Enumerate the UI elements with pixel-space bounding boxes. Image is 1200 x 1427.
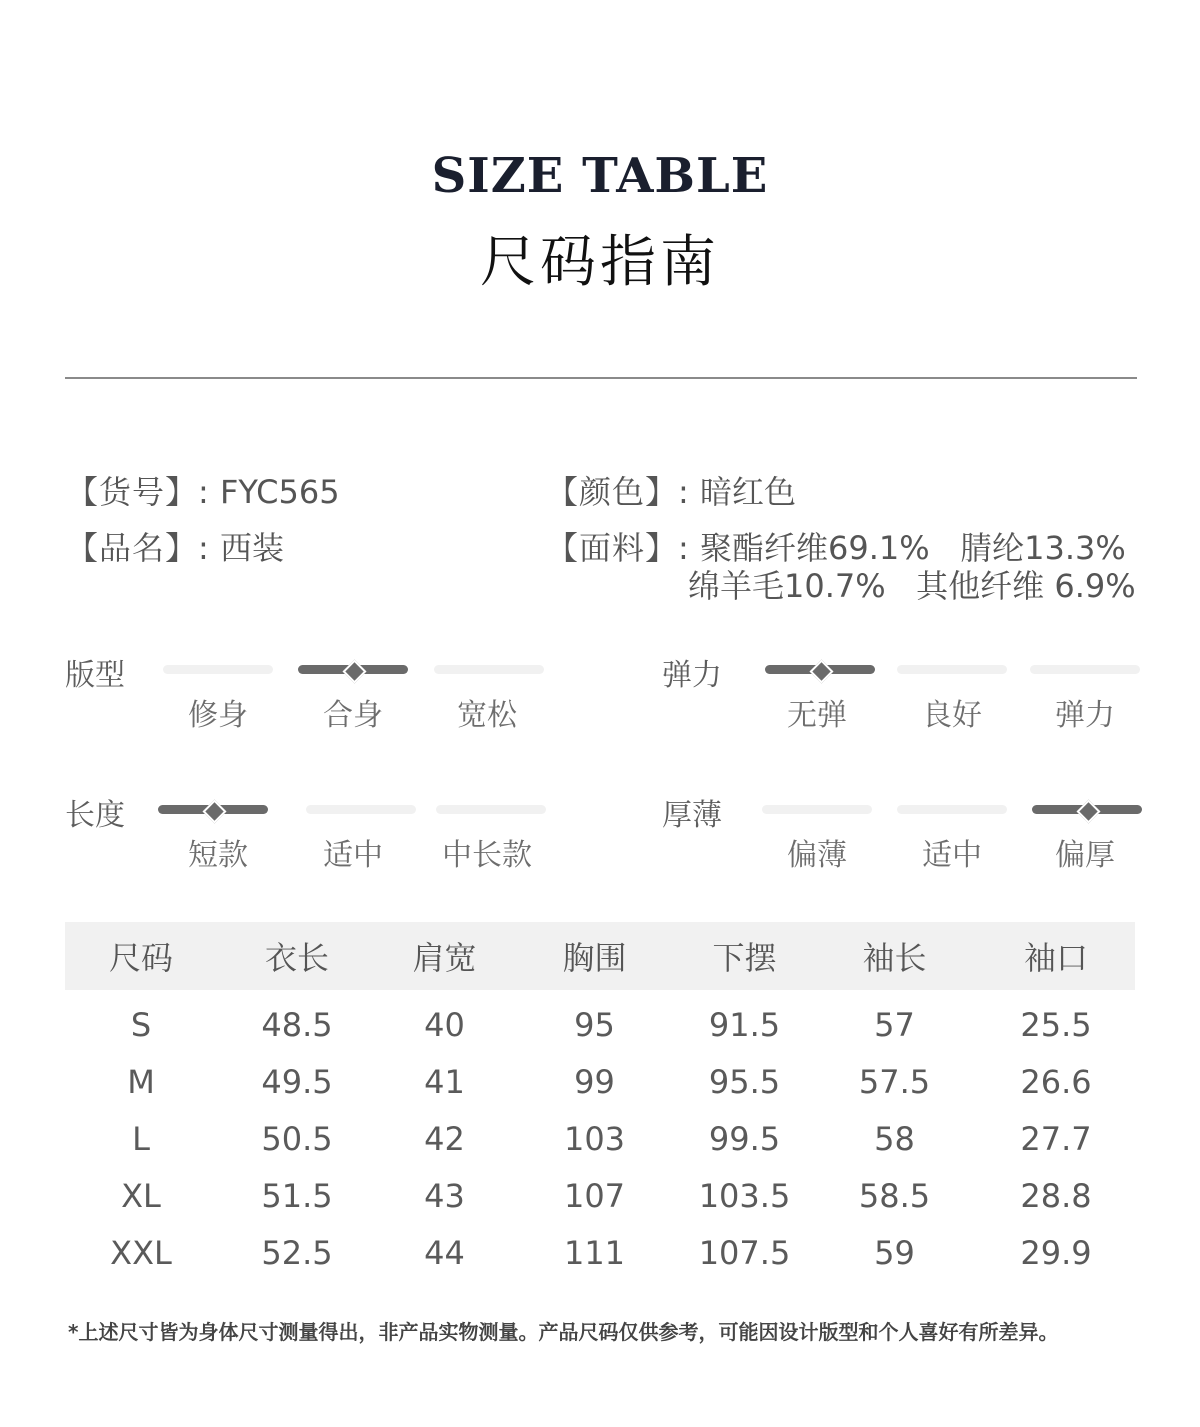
scale-segment bbox=[897, 805, 1007, 814]
scale-segment bbox=[434, 665, 544, 674]
item-number-row bbox=[66, 472, 340, 512]
item-number-value: FYC565 bbox=[219, 473, 340, 511]
table-cell: 58.5 bbox=[858, 1176, 931, 1215]
color-label: 【颜色】: bbox=[546, 473, 690, 511]
product-name-label: 【品名】: bbox=[66, 529, 210, 567]
scale-marker-icon bbox=[202, 799, 226, 823]
scale-marker-icon bbox=[809, 659, 833, 683]
scale-option-label: 适中 bbox=[922, 838, 982, 873]
scale-option-label: 偏厚 bbox=[1055, 838, 1115, 873]
scale-segment-selected bbox=[158, 805, 268, 814]
table-cell: 43 bbox=[424, 1176, 465, 1215]
table-cell: 103.5 bbox=[698, 1176, 791, 1215]
table-cell: 28.8 bbox=[1020, 1176, 1092, 1215]
table-cell: 48.5 bbox=[261, 1005, 333, 1044]
footnote: *上述尺寸皆为身体尺寸测量得出，非产品实物测量。产品尺码仅供参考，可能因设计版型和个人喜好有所差异。 bbox=[68, 1320, 1059, 1344]
size-table bbox=[65, 922, 1135, 1281]
table-body bbox=[65, 990, 1135, 1281]
table-cell: 99.5 bbox=[708, 1119, 781, 1158]
scale-segment bbox=[897, 665, 1007, 674]
page-title-cn: 尺码指南 bbox=[480, 230, 720, 295]
scale-segment-selected bbox=[1032, 805, 1142, 814]
fabric-line-2: 绵羊毛10.7% 其他纤维 6.9% bbox=[688, 567, 1136, 605]
table-header-cell: 下摆 bbox=[712, 939, 777, 977]
product-name-value: 西装 bbox=[219, 529, 284, 567]
table-cell: 95 bbox=[574, 1005, 615, 1044]
table-header-cell: 衣长 bbox=[264, 939, 329, 977]
table-cell: 58 bbox=[874, 1119, 915, 1158]
scale-segment bbox=[163, 665, 273, 674]
scale-marker-icon bbox=[1076, 799, 1100, 823]
fabric-row bbox=[546, 528, 1126, 568]
table-cell: 57 bbox=[874, 1005, 915, 1044]
attribute-label: 弹力 bbox=[662, 658, 722, 693]
table-cell: 107.5 bbox=[698, 1233, 791, 1272]
attribute-label: 长度 bbox=[65, 798, 125, 833]
table-cell: 95.5 bbox=[708, 1062, 781, 1101]
item-number-label: 【货号】: bbox=[66, 473, 210, 511]
table-cell: L bbox=[132, 1119, 150, 1158]
color-value: 暗红色 bbox=[699, 473, 796, 511]
scale-option-label: 合身 bbox=[323, 698, 383, 733]
table-header bbox=[65, 922, 1135, 990]
table-cell: 99 bbox=[574, 1062, 615, 1101]
table-row bbox=[65, 1167, 1135, 1224]
scale-option-label: 短款 bbox=[188, 838, 248, 873]
table-cell: S bbox=[130, 1005, 152, 1044]
table-cell: 111 bbox=[563, 1233, 626, 1272]
table-cell: XXL bbox=[110, 1233, 172, 1272]
table-header-cell: 尺码 bbox=[108, 939, 173, 977]
fabric-line-1: 聚酯纤维69.1% 腈纶13.3% bbox=[699, 529, 1126, 567]
scale-option-label: 偏薄 bbox=[787, 838, 847, 873]
table-header-cell: 袖长 bbox=[862, 939, 927, 977]
table-cell: M bbox=[127, 1062, 155, 1101]
scale-segment bbox=[1030, 665, 1140, 674]
table-cell: 52.5 bbox=[261, 1233, 333, 1272]
scale-option-label: 弹力 bbox=[1055, 698, 1115, 733]
attribute-label: 版型 bbox=[65, 658, 125, 693]
scale-segment bbox=[762, 805, 872, 814]
table-cell: 42 bbox=[424, 1119, 465, 1158]
table-cell: 57.5 bbox=[858, 1062, 931, 1101]
table-cell: 29.9 bbox=[1020, 1233, 1092, 1272]
table-cell: 51.5 bbox=[261, 1176, 333, 1215]
table-row bbox=[65, 1110, 1135, 1167]
page-title-en: SIZE TABLE bbox=[431, 148, 769, 204]
scale-option-label: 修身 bbox=[188, 698, 248, 733]
table-cell: 26.6 bbox=[1020, 1062, 1092, 1101]
table-cell: 40 bbox=[424, 1005, 465, 1044]
scale-option-label: 宽松 bbox=[457, 698, 517, 733]
scale-segment bbox=[306, 805, 416, 814]
scale-option-label: 适中 bbox=[323, 838, 383, 873]
scale-option-label: 无弹 bbox=[787, 698, 847, 733]
table-cell: 41 bbox=[424, 1062, 465, 1101]
table-cell: 91.5 bbox=[708, 1005, 781, 1044]
scale-marker-icon bbox=[342, 659, 366, 683]
table-header-cell: 肩宽 bbox=[412, 939, 477, 977]
table-header-cell: 袖口 bbox=[1023, 939, 1088, 977]
table-cell: 50.5 bbox=[261, 1119, 333, 1158]
table-cell: 107 bbox=[563, 1176, 626, 1215]
table-cell: 25.5 bbox=[1020, 1005, 1092, 1044]
table-cell: 103 bbox=[563, 1119, 626, 1158]
table-cell: 49.5 bbox=[261, 1062, 333, 1101]
table-cell: 59 bbox=[874, 1233, 915, 1272]
scale-segment bbox=[436, 805, 546, 814]
table-row bbox=[65, 1224, 1135, 1281]
scale-segment-selected bbox=[298, 665, 408, 674]
table-header-cell: 胸围 bbox=[562, 939, 627, 977]
color-row bbox=[546, 472, 796, 512]
table-cell: XL bbox=[121, 1176, 161, 1215]
table-cell: 44 bbox=[424, 1233, 465, 1272]
table-row bbox=[65, 1053, 1135, 1110]
scale-option-label: 中长款 bbox=[442, 838, 532, 873]
product-name-row bbox=[66, 528, 284, 568]
attribute-label: 厚薄 bbox=[662, 798, 722, 833]
divider bbox=[65, 377, 1137, 379]
scale-segment-selected bbox=[765, 665, 875, 674]
scale-option-label: 良好 bbox=[922, 698, 982, 733]
fabric-label: 【面料】: bbox=[546, 529, 690, 567]
table-cell: 27.7 bbox=[1020, 1119, 1092, 1158]
table-row bbox=[65, 996, 1135, 1053]
